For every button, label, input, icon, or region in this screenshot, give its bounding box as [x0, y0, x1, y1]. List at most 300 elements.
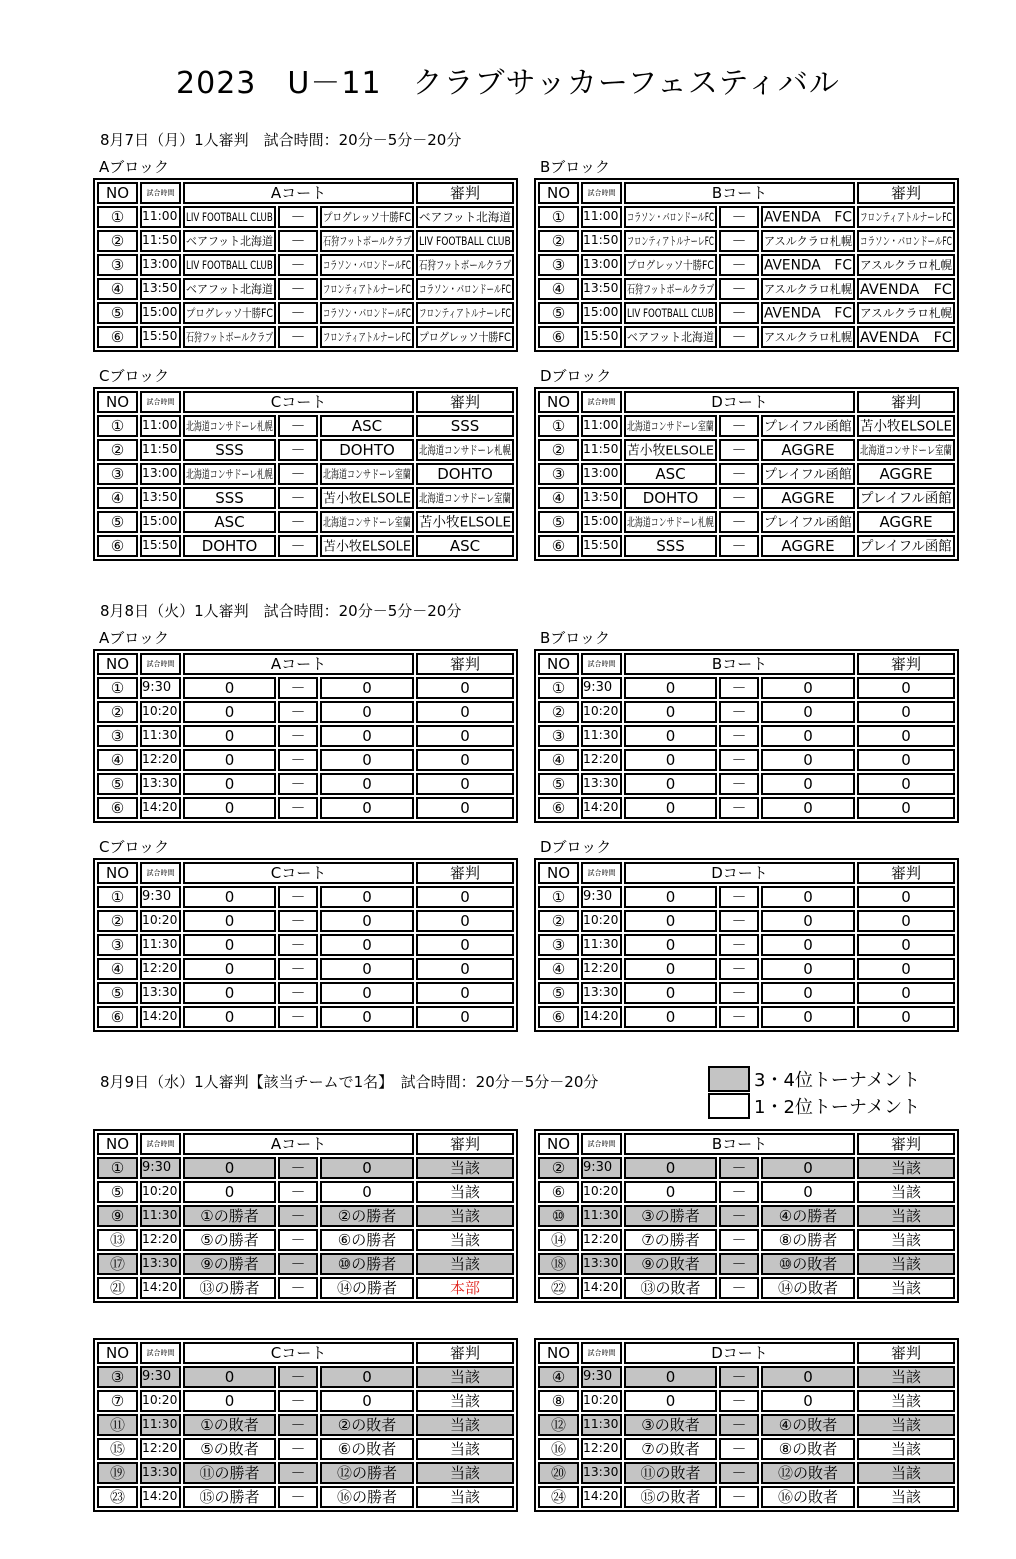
header-no-text: NO: [105, 1135, 130, 1153]
team-away: [761, 535, 855, 557]
versus-dash: [719, 511, 759, 533]
match-no: [97, 206, 138, 228]
match-no-text: ⑮: [109, 1440, 125, 1458]
header-no-text: NO: [105, 864, 130, 882]
team-home: [183, 1157, 276, 1179]
header-court: [624, 862, 855, 884]
match-time: [581, 254, 622, 276]
team-away: [320, 439, 414, 461]
match-no: [538, 254, 579, 276]
referee: [416, 958, 514, 980]
schedule-table: [534, 387, 959, 561]
team-home: [183, 230, 276, 252]
match-time: [581, 1157, 622, 1179]
team-home-text: ⑪の敗者: [640, 1464, 701, 1482]
team-away-text: 0: [803, 936, 813, 954]
match-no: [538, 535, 579, 557]
match-time-text: 15:00: [142, 514, 178, 529]
header-court: [624, 653, 855, 675]
referee-text: 0: [901, 912, 911, 930]
versus-dash: [278, 1414, 318, 1436]
referee-text: 0: [460, 727, 470, 745]
referee-text: 当該: [450, 1440, 481, 1458]
team-home-text: 0: [665, 912, 676, 930]
team-home: [183, 910, 276, 932]
header-referee: [857, 1342, 955, 1364]
versus-dash: [278, 230, 318, 252]
header-referee: [416, 391, 514, 413]
referee-text: 0: [460, 679, 470, 697]
match-no-text: ①: [551, 208, 566, 226]
header-no: [538, 391, 579, 413]
match-row: [538, 797, 955, 819]
match-no: [538, 749, 579, 771]
header-no-text: NO: [546, 1344, 571, 1362]
versus-dash-text: －: [731, 537, 747, 555]
match-no-text: ⑫: [550, 1416, 566, 1434]
match-no: [97, 1390, 138, 1412]
match-time-text: 13:00: [583, 257, 619, 272]
header-no: [538, 1133, 579, 1155]
match-time-text: 11:30: [142, 1417, 178, 1432]
versus-dash-text: －: [290, 441, 306, 459]
versus-dash-text: －: [290, 1183, 306, 1201]
versus-dash-text: －: [731, 703, 747, 721]
header-time: [581, 653, 622, 675]
match-time-text: 10:20: [142, 1393, 178, 1408]
referee-text: 0: [901, 888, 911, 906]
team-home-text: SSS: [656, 537, 685, 555]
team-home: [624, 326, 717, 348]
match-row: [538, 1229, 955, 1251]
versus-dash-text: －: [290, 727, 306, 745]
versus-dash-text: －: [290, 208, 306, 226]
versus-dash: [719, 1229, 759, 1251]
team-away-text: フロンティアトルナーレFC: [323, 282, 411, 296]
referee: [416, 415, 514, 437]
header-time: [140, 391, 181, 413]
team-home: [183, 206, 276, 228]
team-home: [183, 326, 276, 348]
referee-text: 0: [901, 799, 911, 817]
team-away: [761, 302, 855, 324]
match-no: [538, 1390, 579, 1412]
match-time-text: 9:30: [142, 1160, 172, 1175]
team-home-text: 0: [224, 1368, 235, 1386]
match-time: [581, 677, 622, 699]
referee: [416, 1390, 514, 1412]
header-referee: [416, 653, 514, 675]
match-time-text: 12:20: [142, 1232, 178, 1247]
team-away-text: プレイフル函館: [764, 466, 852, 482]
match-no: [97, 677, 138, 699]
versus-dash-text: －: [731, 1392, 747, 1410]
header-no-text: NO: [546, 864, 571, 882]
match-time: [140, 1438, 181, 1460]
match-row: [97, 725, 514, 747]
header-court-text: Dコート: [711, 393, 768, 411]
versus-dash: [719, 439, 759, 461]
match-no: [538, 910, 579, 932]
match-time: [581, 886, 622, 908]
header-time: [140, 1133, 181, 1155]
team-home-text: ⑮の勝者: [199, 1488, 260, 1506]
match-no: [538, 278, 579, 300]
versus-dash-text: －: [290, 912, 306, 930]
versus-dash: [719, 1414, 759, 1436]
match-time: [140, 797, 181, 819]
versus-dash-text: －: [290, 1440, 306, 1458]
match-time: [140, 206, 181, 228]
match-no-text: ⑤: [551, 984, 566, 1002]
referee: [857, 206, 955, 228]
match-no-text: ②: [110, 912, 125, 930]
header-row: [97, 1342, 514, 1364]
team-away: [761, 1414, 855, 1436]
team-home-text: 0: [224, 1183, 235, 1201]
versus-dash: [278, 1205, 318, 1227]
team-home: [624, 1006, 717, 1028]
team-away-text: 0: [362, 799, 372, 817]
match-no: [538, 1157, 579, 1179]
versus-dash-text: －: [290, 1279, 306, 1297]
team-away: [761, 1486, 855, 1508]
header-no: [97, 182, 138, 204]
team-away: [320, 1390, 414, 1412]
referee-text: 当該: [450, 1464, 481, 1482]
team-home-text: ベアフット北海道: [186, 282, 273, 296]
match-no: [538, 1229, 579, 1251]
match-row: [97, 487, 514, 509]
versus-dash: [278, 1366, 318, 1388]
team-home-text: LIV FOOTBALL CLUB: [627, 306, 714, 320]
versus-dash: [719, 230, 759, 252]
team-home: [183, 797, 276, 819]
referee-text: 当該: [450, 1231, 481, 1249]
team-away: [761, 910, 855, 932]
team-home: [624, 511, 717, 533]
referee: [416, 230, 514, 252]
match-no-text: ㉔: [550, 1488, 566, 1506]
match-row: [97, 206, 514, 228]
match-row: [538, 1390, 955, 1412]
team-home-text: 0: [665, 727, 676, 745]
team-home-text: 0: [665, 1183, 676, 1201]
team-away-text: 0: [803, 1159, 813, 1177]
referee-text: 0: [460, 799, 470, 817]
referee: [857, 886, 955, 908]
match-no-text: ③: [110, 1368, 125, 1386]
team-away: [761, 230, 855, 252]
team-home-text: 0: [224, 912, 235, 930]
versus-dash: [719, 1253, 759, 1275]
team-home-text: ⑨の勝者: [200, 1255, 259, 1273]
versus-dash-text: －: [290, 1392, 306, 1410]
header-no-text: NO: [546, 1135, 571, 1153]
team-home-text: 0: [665, 703, 676, 721]
header-court: [624, 182, 855, 204]
team-away: [320, 535, 414, 557]
match-time-text: 15:00: [583, 305, 619, 320]
match-row: [97, 749, 514, 771]
versus-dash: [719, 1277, 759, 1299]
team-home: [183, 1205, 276, 1227]
header-time-text: 試合時間: [146, 1349, 175, 1357]
match-no-text: ⑥: [551, 537, 566, 555]
referee: [416, 535, 514, 557]
match-no: [97, 1157, 138, 1179]
versus-dash-text: －: [290, 1488, 306, 1506]
team-away-text: AGGRE: [781, 537, 835, 555]
team-away-text: ⑭の敗者: [778, 1279, 839, 1297]
match-no-text: ③: [551, 727, 566, 745]
team-home-text: 北海道コンサドーレ札幌: [186, 467, 273, 481]
match-time-text: 13:00: [583, 466, 619, 481]
match-time-text: 13:50: [583, 281, 619, 296]
match-time: [581, 1277, 622, 1299]
team-away: [761, 886, 855, 908]
match-row: [538, 511, 955, 533]
team-home: [183, 1253, 276, 1275]
match-time: [581, 439, 622, 461]
match-no-text: ⑥: [551, 799, 566, 817]
team-home-text: 0: [224, 984, 235, 1002]
team-away: [320, 677, 414, 699]
versus-dash-text: －: [731, 232, 747, 250]
team-home: [183, 415, 276, 437]
header-no-text: NO: [546, 655, 571, 673]
referee: [416, 439, 514, 461]
match-time-text: 9:30: [142, 889, 172, 904]
match-time-text: 10:20: [583, 913, 619, 928]
match-no: [97, 1229, 138, 1251]
match-time-text: 10:20: [142, 1184, 178, 1199]
team-home: [183, 749, 276, 771]
match-time: [581, 1390, 622, 1412]
referee: [857, 934, 955, 956]
match-time-text: 11:30: [142, 937, 178, 952]
team-away-text: ⑫の勝者: [337, 1464, 398, 1482]
day2-heading: 8月8日（火）1人審判 試合時間：20分－5分－20分: [100, 602, 462, 620]
versus-dash-text: －: [290, 1008, 306, 1026]
match-time: [140, 910, 181, 932]
versus-dash: [278, 1157, 318, 1179]
referee-text: 当該: [450, 1159, 481, 1177]
match-no: [97, 1414, 138, 1436]
match-row: [538, 1006, 955, 1028]
match-time-text: 12:20: [142, 752, 178, 767]
team-away: [761, 1157, 855, 1179]
team-away-text: ⑧の勝者: [778, 1231, 838, 1249]
match-time-text: 10:20: [583, 1393, 619, 1408]
block-label: Bブロック: [540, 158, 610, 176]
referee: [857, 1486, 955, 1508]
block-label: Dブロック: [540, 367, 612, 385]
versus-dash-text: －: [290, 1159, 306, 1177]
match-no: [538, 1277, 579, 1299]
header-referee-text: 審判: [450, 184, 481, 202]
referee: [416, 487, 514, 509]
team-home-text: 0: [665, 1392, 676, 1410]
match-no: [538, 701, 579, 723]
match-row: [97, 1486, 514, 1508]
versus-dash-text: －: [731, 751, 747, 769]
match-time: [140, 749, 181, 771]
header-no: [538, 182, 579, 204]
team-away-text: 0: [362, 1368, 372, 1386]
match-no: [538, 797, 579, 819]
versus-dash-text: －: [731, 1255, 747, 1273]
team-away: [320, 1006, 414, 1028]
header-time-text: 試合時間: [587, 189, 616, 197]
match-row: [97, 535, 514, 557]
referee-text: 北海道コンサドーレ札幌: [419, 443, 511, 457]
match-time: [140, 677, 181, 699]
header-court: [183, 862, 414, 884]
versus-dash-text: －: [731, 489, 747, 507]
match-time-text: 13:50: [142, 490, 178, 505]
team-home-text: 0: [665, 679, 676, 697]
match-no-text: ⑰: [109, 1255, 125, 1273]
match-time: [581, 725, 622, 747]
referee: [857, 1438, 955, 1460]
team-away-text: 0: [362, 727, 372, 745]
block-label: Aブロック: [99, 629, 169, 647]
match-no-text: ②: [110, 703, 125, 721]
match-no: [538, 934, 579, 956]
team-home: [183, 278, 276, 300]
team-away: [320, 797, 414, 819]
match-no: [97, 773, 138, 795]
referee-text: 0: [901, 936, 911, 954]
match-time: [581, 511, 622, 533]
team-home-text: 0: [224, 799, 235, 817]
referee: [416, 910, 514, 932]
referee: [416, 1006, 514, 1028]
team-away-text: 0: [362, 1159, 372, 1177]
header-referee-text: 審判: [891, 655, 922, 673]
team-home: [624, 725, 717, 747]
team-home-text: 0: [665, 799, 676, 817]
match-time: [581, 302, 622, 324]
match-no-text: ⑥: [110, 537, 125, 555]
match-no-text: ⑤: [551, 513, 566, 531]
match-row: [538, 1181, 955, 1203]
team-away-text: 0: [803, 912, 813, 930]
match-row: [538, 1277, 955, 1299]
team-home: [624, 1253, 717, 1275]
referee-text: 当該: [450, 1255, 481, 1273]
match-row: [97, 1390, 514, 1412]
match-no-text: ⑲: [109, 1464, 125, 1482]
match-no-text: ⑤: [551, 775, 566, 793]
match-no-text: ㉒: [550, 1279, 566, 1297]
match-no-text: ①: [110, 417, 125, 435]
versus-dash-text: －: [290, 465, 306, 483]
referee-text: 当該: [891, 1416, 922, 1434]
header-row: [538, 1342, 955, 1364]
team-away: [320, 254, 414, 276]
team-home-text: DOHTO: [201, 537, 258, 555]
header-time-text: 試合時間: [146, 869, 175, 877]
header-referee-text: 審判: [891, 1344, 922, 1362]
header-row: [538, 1133, 955, 1155]
match-row: [538, 439, 955, 461]
team-away-text: 0: [803, 703, 813, 721]
referee: [857, 749, 955, 771]
team-home: [183, 701, 276, 723]
team-away-text: 0: [803, 751, 813, 769]
referee: [857, 1462, 955, 1484]
team-home-text: ③の敗者: [641, 1416, 700, 1434]
referee: [416, 797, 514, 819]
team-home: [183, 934, 276, 956]
match-time: [581, 1253, 622, 1275]
versus-dash: [719, 725, 759, 747]
team-home-text: 0: [665, 751, 676, 769]
versus-dash-text: －: [731, 1231, 747, 1249]
referee-text: アスルクラロ札幌: [860, 306, 953, 320]
match-row: [97, 230, 514, 252]
referee: [857, 1390, 955, 1412]
referee: [857, 1253, 955, 1275]
versus-dash: [278, 910, 318, 932]
match-no-text: ③: [551, 465, 566, 483]
header-row: [538, 653, 955, 675]
referee-text: 苫小牧ELSOLE: [419, 513, 512, 531]
match-row: [97, 439, 514, 461]
legend-label: 1・2位トーナメント: [754, 1097, 921, 1118]
versus-dash-text: －: [731, 1416, 747, 1434]
match-no: [538, 230, 579, 252]
team-away: [761, 725, 855, 747]
team-home-text: 北海道コンサドーレ札幌: [186, 419, 273, 433]
versus-dash-text: －: [731, 1279, 747, 1297]
header-row: [538, 391, 955, 413]
header-time-text: 試合時間: [146, 1140, 175, 1148]
team-away: [761, 415, 855, 437]
match-no-text: ①: [551, 417, 566, 435]
match-no: [97, 302, 138, 324]
header-time-text: 試合時間: [587, 398, 616, 406]
versus-dash-text: －: [290, 489, 306, 507]
referee-text: AGGRE: [879, 465, 933, 483]
match-row: [97, 982, 514, 1004]
header-referee-text: 審判: [450, 864, 481, 882]
match-time-text: 11:50: [583, 442, 619, 457]
match-time: [140, 1157, 181, 1179]
versus-dash-text: －: [290, 936, 306, 954]
match-no: [538, 1438, 579, 1460]
team-home: [624, 1277, 717, 1299]
match-row: [538, 1366, 955, 1388]
team-away: [761, 1277, 855, 1299]
versus-dash-text: －: [290, 1231, 306, 1249]
team-away-text: 0: [362, 679, 372, 697]
referee: [416, 326, 514, 348]
match-no-text: ⑱: [550, 1255, 566, 1273]
team-home-text: 北海道コンサドーレ札幌: [627, 515, 714, 529]
versus-dash-text: －: [290, 1207, 306, 1225]
versus-dash: [278, 958, 318, 980]
match-row: [97, 958, 514, 980]
match-time-text: 14:20: [142, 1489, 178, 1504]
team-home-text: ①の敗者: [200, 1416, 259, 1434]
header-court: [624, 1133, 855, 1155]
match-no: [538, 725, 579, 747]
header-time-text: 試合時間: [587, 1349, 616, 1357]
team-away: [320, 1205, 414, 1227]
